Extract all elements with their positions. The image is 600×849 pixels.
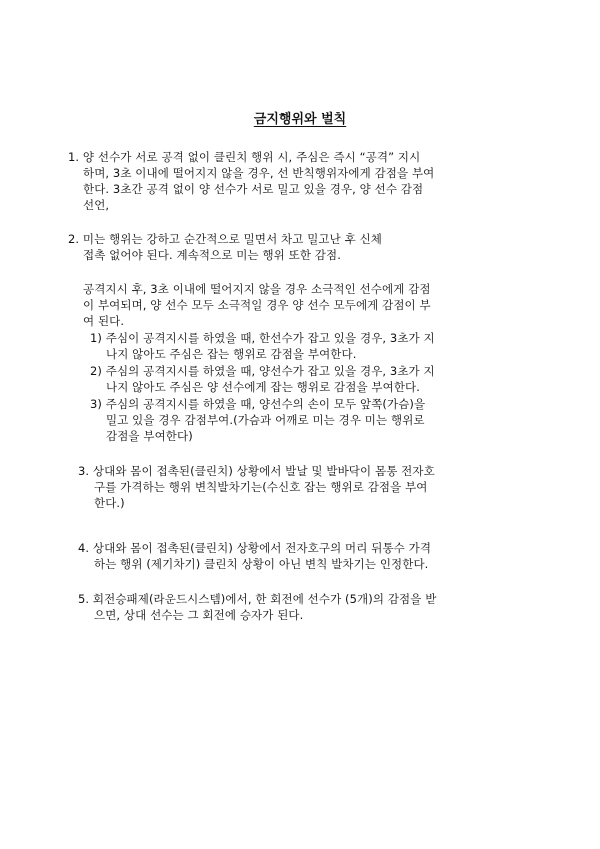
subitem-3-line-2: 밀고 있을 경우 감점부여.(가슴과 어깨로 미는 경우 미는 행위로 (106, 413, 425, 427)
paragraph-line-1: 공격지시 후, 3초 이내에 떨어지지 않을 경우 소극적인 선수에게 감점 (83, 282, 431, 296)
subitem-1-line-2: 나지 않아도 주심은 잡는 행위로 감점을 부여한다. (106, 347, 357, 361)
item-1-line-2: 하며, 3초 이내에 떨어지지 않을 경우, 선 반칙행위자에게 감점을 부여 (83, 166, 435, 180)
item-3-line-2: 구를 가격하는 행위 변칙발차기는(수신호 잡는 행위로 감점을 부여 (94, 480, 428, 494)
item-5-line-1: 5. 회전승패제(라운드시스템)에서, 한 회전에 선수가 (5개)의 감점을 받 (78, 592, 437, 606)
item-3-line-3: 한다.) (94, 496, 125, 510)
item-3-line-1: 3. 상대와 몸이 접촉된(클린치) 상황에서 발날 및 발바닥이 몸통 전자호 (78, 464, 435, 478)
item-1-line-3: 한다. 3초간 공격 없이 양 선수가 서로 밀고 있을 경우, 양 선수 감점 (83, 182, 424, 196)
item-2-line-1: 2. 미는 행위는 강하고 순간적으로 밀면서 차고 밀고난 후 신체 (68, 232, 382, 246)
page-title: 금지행위와 벌칙 (253, 112, 347, 127)
paragraph-line-2: 이 부여되며, 양 선수 모두 소극적일 경우 양 선수 모두에게 감점이 부 (83, 298, 431, 312)
item-4-line-2: 하는 행위 (제기차기) 클린치 상황이 아닌 변칙 발차기는 인정한다. (94, 557, 429, 571)
subitem-2-line-1: 2) 주심의 공격지시를 하였을 때, 양선수가 잡고 있을 경우, 3초가 지 (90, 364, 435, 378)
item-1-line-4: 선언, (83, 198, 110, 212)
item-1-line-1: 1. 양 선수가 서로 공격 없이 클린치 행위 시, 주심은 즉시 “공격” 지시 (68, 150, 421, 164)
item-2-line-2: 접촉 없어야 된다. 계속적으로 미는 행위 또한 감점. (83, 248, 341, 262)
subitem-2-line-2: 나지 않아도 주심은 양 선수에게 잡는 행위로 감점을 부여한다. (106, 380, 421, 394)
subitem-1-line-1: 1) 주심이 공격지시를 하였을 때, 한선수가 잡고 있을 경우, 3초가 지 (90, 331, 435, 345)
subitem-3-line-1: 3) 주심의 공격지시를 하였을 때, 양선수의 손이 모두 앞쪽(가슴)을 (90, 397, 426, 411)
item-4-line-1: 4. 상대와 몸이 접촉된(클린치) 상황에서 전자호구의 머리 뒤통수 가격 (78, 541, 432, 555)
subitem-3-line-3: 감점을 부여한다) (106, 429, 193, 443)
item-5-line-2: 으면, 상대 선수는 그 회전에 승자가 된다. (94, 608, 304, 622)
paragraph-line-3: 여 된다. (83, 314, 125, 328)
